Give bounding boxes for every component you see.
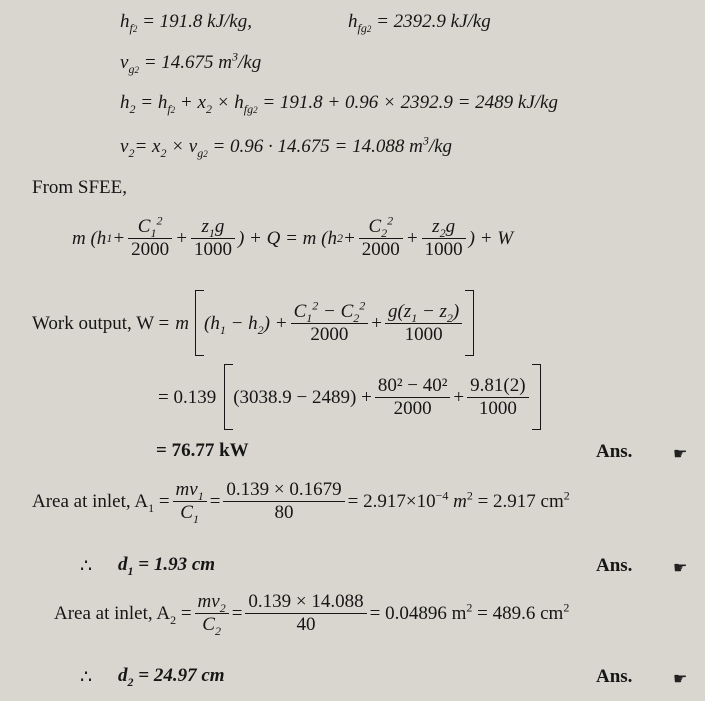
therefore-symbol-1: ∴ [80,556,93,577]
vg2-equation: $v_{g2} = 14.675$ $m^3/kg$ [120,49,262,76]
therefore-symbol-2: ∴ [80,667,93,688]
work-calculation: = 0.139 (3038.9 − 2489) + $\frac{\text{80² − 40²}}{2000}$ + $\frac{9.81(2)}{1000}$ [158,364,541,430]
pointing-hand-icon: ☛ [673,671,688,688]
work-output-equation: Work output, W = m $(h_1 - h_2)$ + $\frac{C_1^2 - C_2^2}{2000}$ + $\frac{g(z_1 - z_2)}{1000}$ [32,290,474,356]
z1g-fraction: $\frac{z_1g}{1000}$ [191,216,235,261]
v2-equation: $v_2= x_2 \times v_{g2} = 0.96 \cdot 14.675 = 14.088$ $m^3/kg$ [120,133,453,160]
calc-velocity-fraction: $\frac{\text{80² − 40²}}{2000}$ [375,375,451,420]
answer-label-3: Ans. [596,666,633,687]
c2-squared-fraction: $\frac{C_2^2}{2000}$ [359,216,403,261]
pointing-hand-icon: ☛ [673,560,688,577]
area2-symbolic-fraction: $\frac{mv_2}{C_2}$ [195,591,229,636]
calc-right-bracket [532,364,541,430]
d2-result: $d_2 = 24.97$ cm [118,665,225,689]
left-bracket [195,290,204,356]
right-bracket [465,290,474,356]
elevation-fraction: $\frac{g(z_1 - z_2)}{1000}$ [385,301,462,346]
pointing-hand-icon: ☛ [673,446,688,463]
calc-left-bracket [224,364,233,430]
answer-label-2: Ans. [596,555,633,576]
c1-squared-fraction: $\frac{C_1^2}{2000}$ [128,216,172,261]
sfee-label: From SFEE, [32,177,128,198]
calc-elevation-fraction: $\frac{9.81(2)}{1000}$ [467,375,528,420]
sfee-equation: m (h 1 + $\frac{C_1^2}{2000}$ + $\frac{z_1g}{1000}$ ) + Q = m (h 2 + $\frac{C_2^2}{2000}$ + $\frac{z_2g}{1000}$ ) + W [72,213,514,260]
area1-equation: Area at inlet, $A_1$ = $\frac{mv_1}{C_1}$ = $\frac{0.139 \times 0.1679}{80}$ = $2.917\times 10^{-4}$ $m^2 = 2.917$ $cm^2$ [32,479,570,526]
work-result: = 76.77 kW [156,440,249,461]
hfg2-equation: $h_{fg2} = 2392.9$ kJ/kg [348,11,491,35]
z2g-fraction: $\frac{z_2g}{1000}$ [422,216,466,261]
area2-equation: Area at inlet, $A_2$ = $\frac{mv_2}{C_2}$ = $\frac{0.139 \times 14.088}{40}$ = 0.04896 $m^2 = 489.6$ $cm^2$ [54,591,570,638]
area1-numeric-fraction: $\frac{0.139 \times 0.1679}{80}$ [223,479,344,524]
d1-result: $d_1 = 1.93$ cm [118,554,216,578]
velocity-fraction: $\frac{C_1^2 - C_2^2}{2000}$ [291,301,369,346]
h2-equation: $h_2 = h_{f2} + x_2 \times h_{fg2} = 191.8 + 0.96 \times 2392.9 = 2489$ kJ/kg [120,92,558,116]
area1-symbolic-fraction: $\frac{mv_1}{C_1}$ [173,479,207,524]
area2-numeric-fraction: $\frac{0.139 \times 14.088}{40}$ [245,591,366,636]
answer-label-1: Ans. [596,441,633,462]
hf2-equation: $h_{f2} = 191.8$ kJ/kg, [120,11,252,35]
